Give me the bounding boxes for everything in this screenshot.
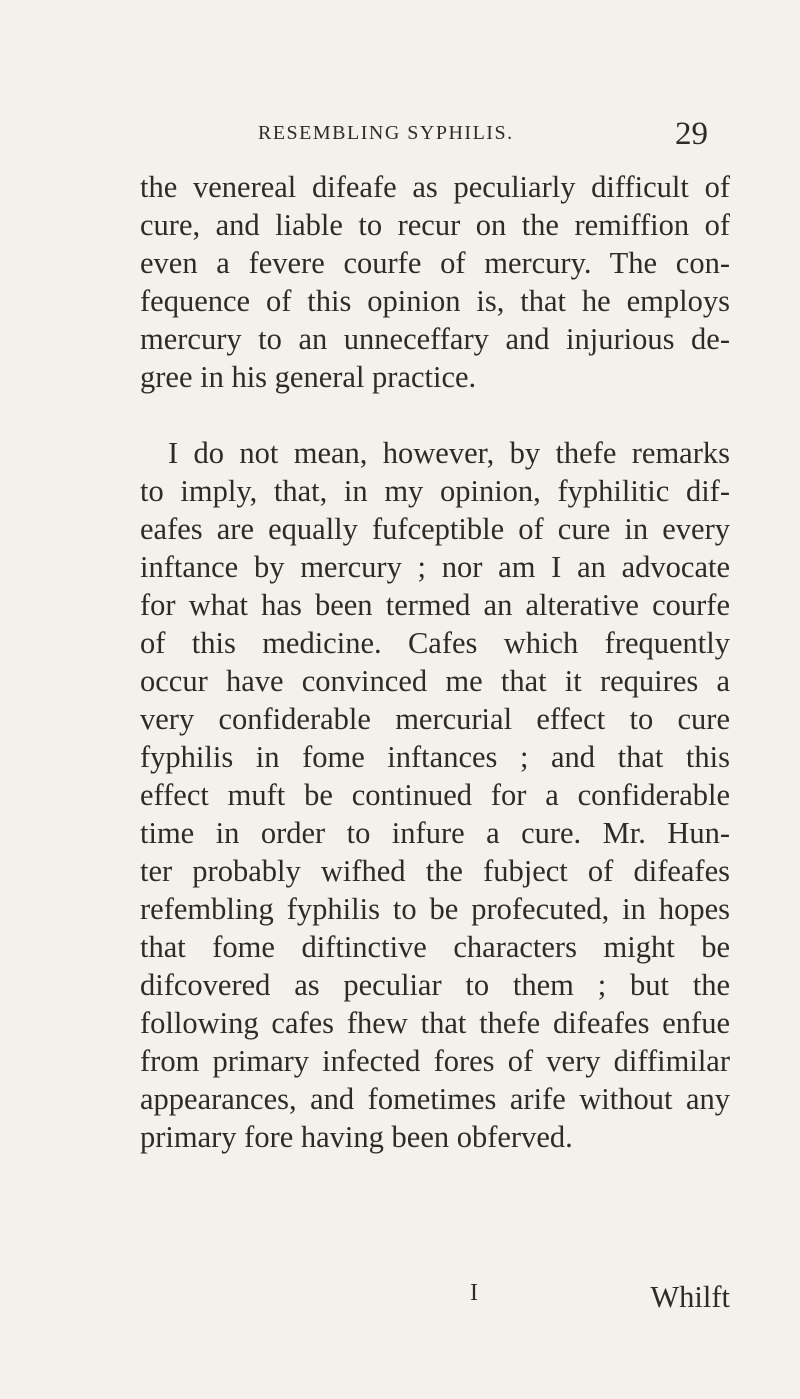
text-line: I do not mean, however, by thefe remarks (168, 436, 730, 470)
text-line: for what has been termed an alterative courfe (140, 588, 730, 622)
text-line: appearances, and fometimes arife without any (140, 1082, 730, 1116)
text-line: fyphilis in fome inftances ; and that this (140, 740, 730, 774)
text-line: time in order to infure a cure. Mr. Hun- (140, 816, 730, 850)
text-line: to imply, that, in my opinion, fyphilitic dif- (140, 474, 730, 508)
text-line: inftance by mercury ; nor am I an advocate (140, 550, 730, 584)
text-line: of this medicine. Cafes which frequently (140, 626, 730, 660)
text-line: fequence of this opinion is, that he employs (140, 284, 730, 318)
text-line: following cafes fhew that thefe difeafes enfue (140, 1006, 730, 1040)
text-line: ter probably wifhed the fubject of difeafes (140, 854, 730, 888)
text-line: even a fevere courfe of mercury. The con- (140, 246, 730, 280)
text-line: that fome diftinctive characters might be (140, 930, 730, 964)
page-header (258, 116, 718, 156)
signature-mark: I (470, 1280, 478, 1306)
catchword: Whilft (650, 1280, 730, 1314)
text-line: eafes are equally fufceptible of cure in every (140, 512, 730, 546)
text-line: refembling fyphilis to be profecuted, in hopes (140, 892, 730, 926)
text-line: gree in his general practice. (140, 360, 477, 394)
paragraph-2 (140, 434, 730, 1156)
body-text (140, 168, 730, 1156)
page-footer (140, 1280, 730, 1320)
text-line: difcovered as peculiar to them ; but the (140, 968, 730, 1002)
text-line: cure, and liable to recur on the remiffion of (140, 208, 730, 242)
text-line: from primary infected fores of very diffimilar (140, 1044, 730, 1078)
text-line: effect muft be continued for a confiderable (140, 778, 730, 812)
running-head: RESEMBLING SYPHILIS. (258, 122, 514, 144)
text-line: primary fore having been obferved. (140, 1120, 573, 1154)
text-line: the venereal difeafe as peculiarly difficult of (140, 170, 730, 204)
text-line: occur have convinced me that it requires a (140, 664, 730, 698)
page-number: 29 (675, 116, 708, 152)
paragraph-gap (140, 396, 730, 434)
text-line: mercury to an unneceffary and injurious de- (140, 322, 730, 356)
paragraph-1 (140, 168, 730, 396)
text-line: very confiderable mercurial effect to cure (140, 702, 730, 736)
